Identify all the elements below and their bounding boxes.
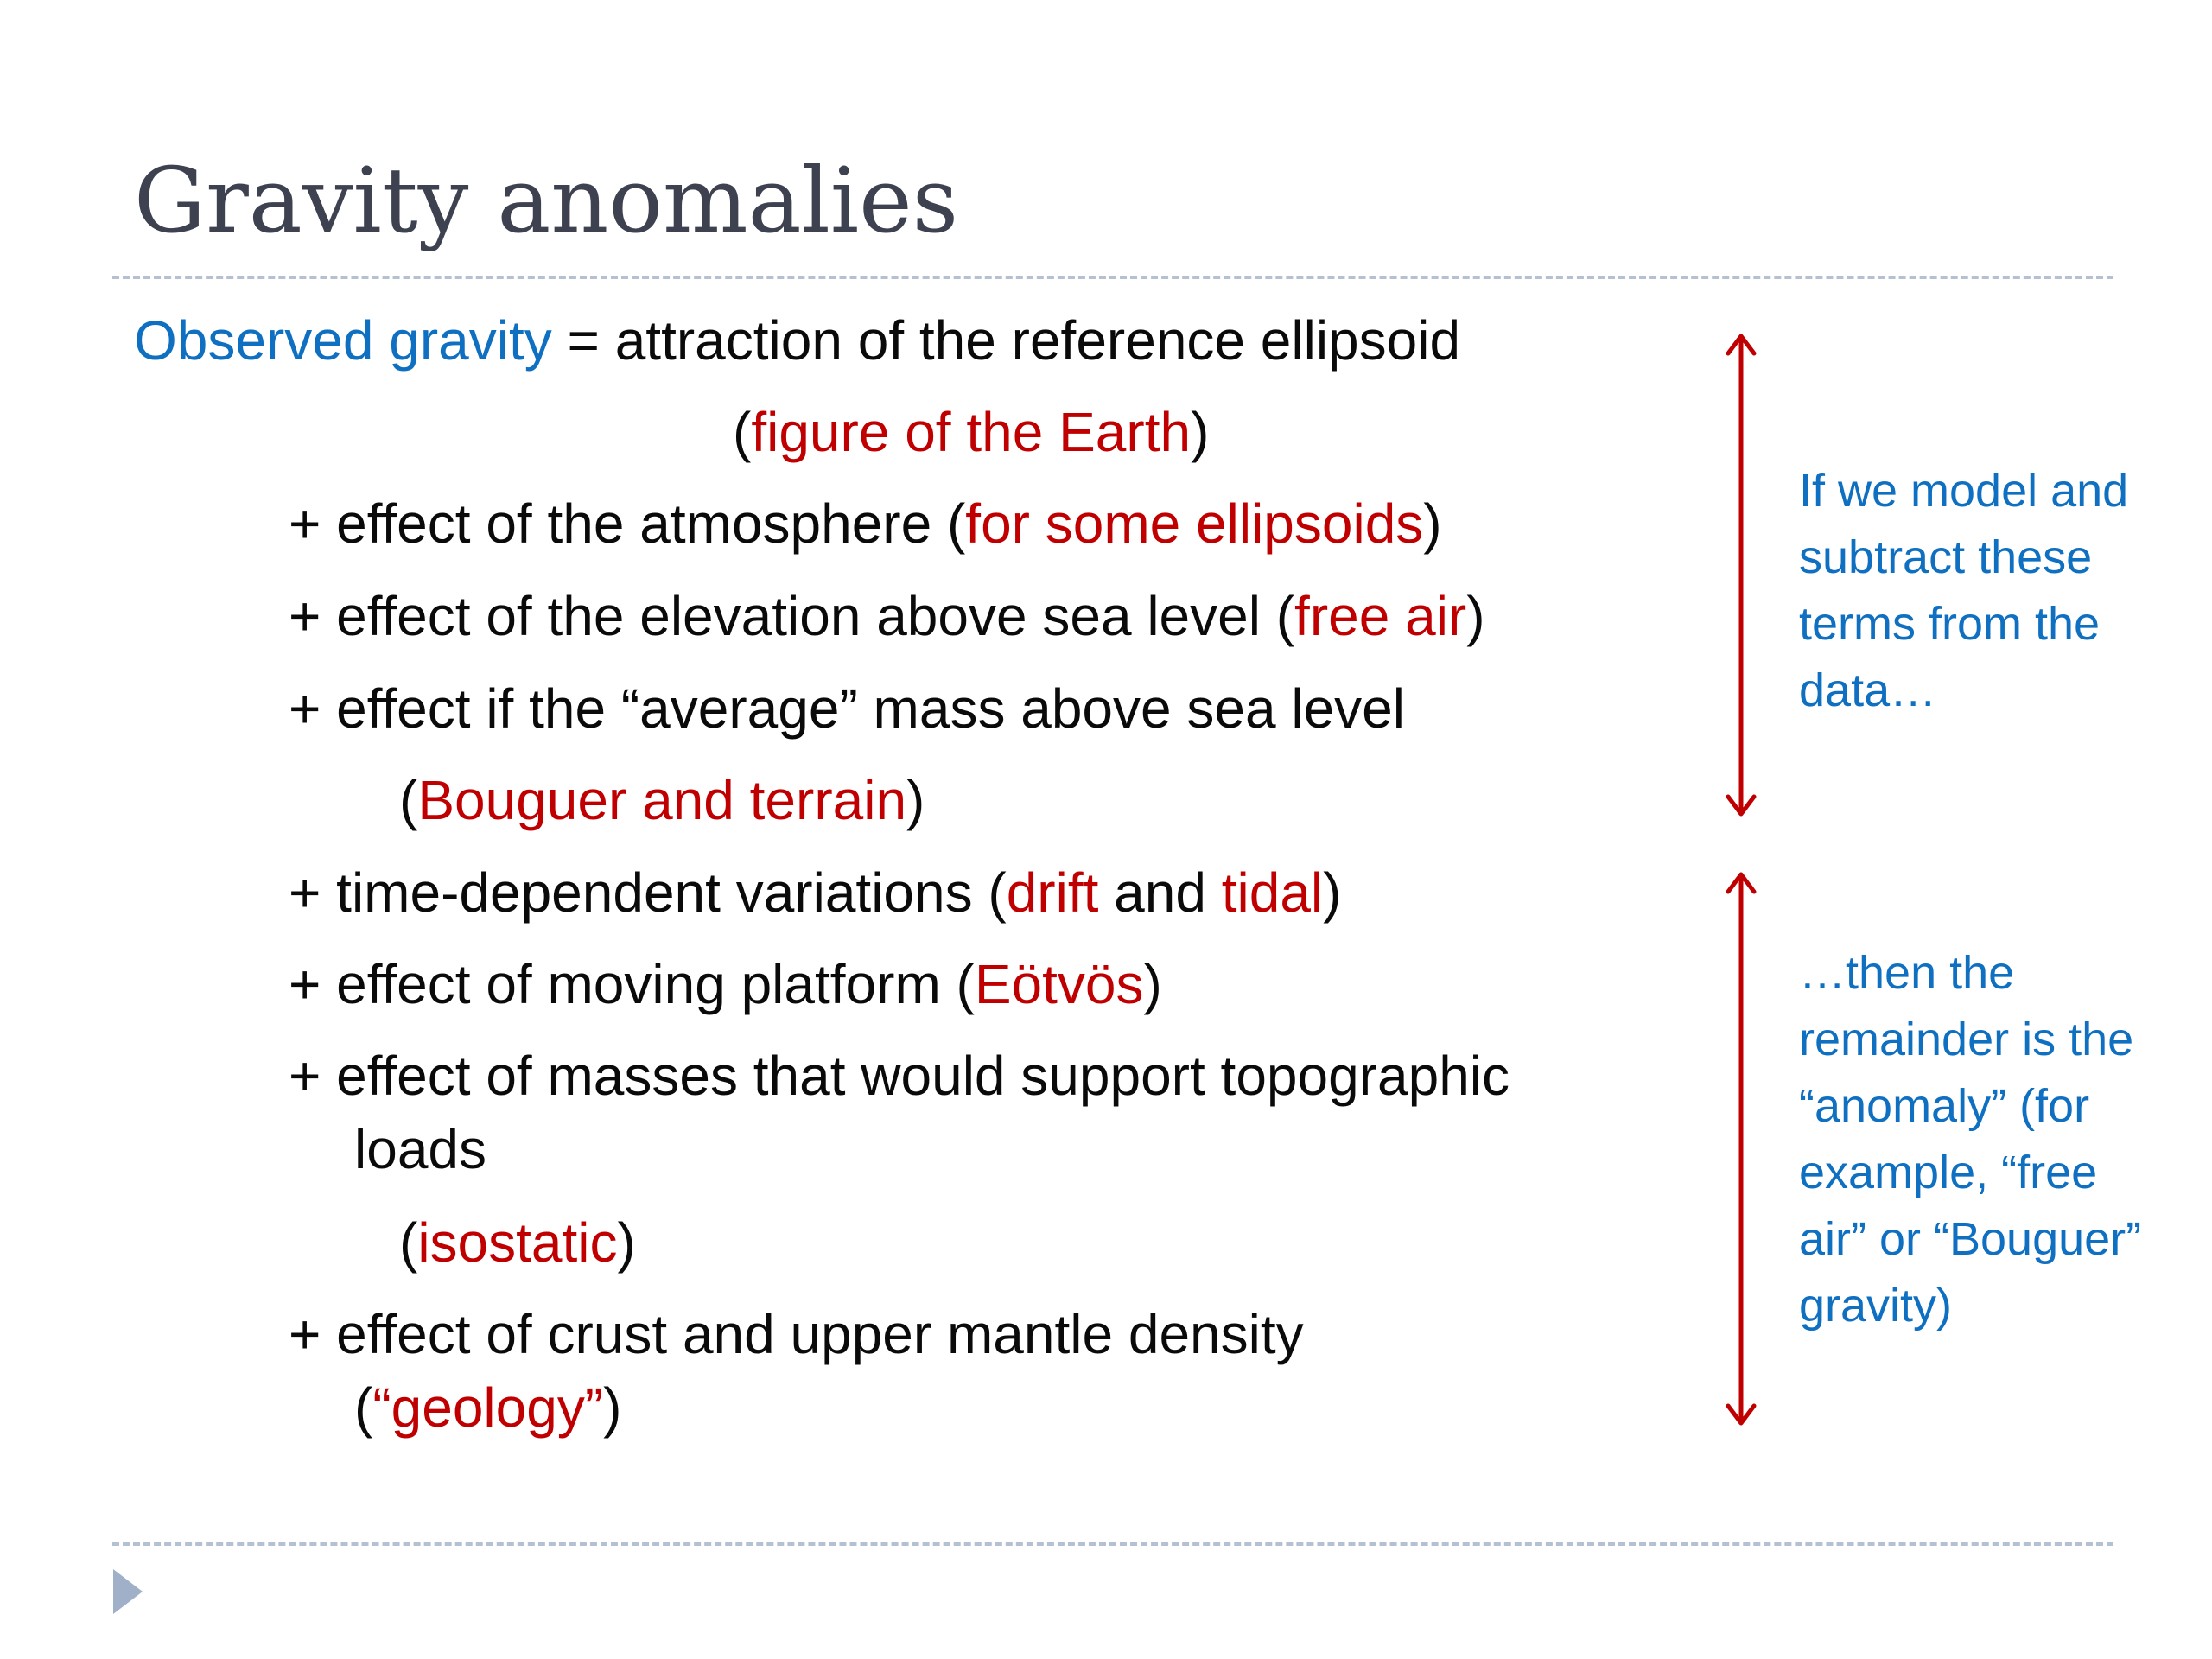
side-note-line: gravity) bbox=[1799, 1280, 1953, 1332]
paren-close: ) bbox=[1423, 493, 1442, 555]
paren-open: ( bbox=[733, 401, 752, 463]
play-triangle-icon bbox=[113, 1569, 143, 1614]
paren-close: ) bbox=[1466, 585, 1485, 647]
paren-close: ) bbox=[617, 1211, 636, 1274]
term-line-topographic-loads bbox=[289, 1043, 1510, 1109]
term-line-moving-platform bbox=[289, 951, 1162, 1018]
term-text: + effect of the atmosphere ( bbox=[289, 493, 966, 555]
paren-open: ( bbox=[399, 769, 418, 831]
side-note-line: “anomaly” (for bbox=[1799, 1080, 2090, 1132]
highlight-eotvos: Eötvös bbox=[974, 953, 1144, 1015]
paren-close: ) bbox=[906, 769, 925, 831]
term-line-time-dependent bbox=[289, 860, 1341, 926]
highlight-geology: “geology” bbox=[372, 1376, 604, 1439]
term-line-average-mass bbox=[289, 676, 1405, 742]
side-note-line: data… bbox=[1799, 664, 1937, 716]
top-divider bbox=[112, 276, 2113, 279]
side-note-line: remainder is the bbox=[1799, 1014, 2134, 1065]
side-note-line: terms from the bbox=[1799, 598, 2101, 650]
term-line-geology bbox=[354, 1375, 621, 1441]
paren-close: ) bbox=[603, 1376, 622, 1439]
double-headed-arrow-icon bbox=[1719, 869, 1763, 1428]
term-line-crust-mantle bbox=[289, 1301, 1304, 1368]
paren-close: ) bbox=[1323, 861, 1342, 924]
highlight-for-some-ellipsoids: for some ellipsoids bbox=[965, 493, 1424, 555]
paren-open: ( bbox=[354, 1376, 373, 1439]
term-line-figure-of-earth bbox=[733, 399, 1209, 466]
double-headed-arrow-icon bbox=[1719, 331, 1763, 819]
observed-gravity-label: Observed gravity bbox=[134, 309, 552, 372]
term-line-isostatic bbox=[399, 1210, 636, 1276]
side-note-line: If we model and bbox=[1799, 465, 2129, 517]
highlight-figure-of-earth: figure of the Earth bbox=[751, 401, 1192, 463]
term-line-elevation bbox=[289, 583, 1485, 650]
side-note-line: example, “free bbox=[1799, 1147, 2098, 1198]
side-note-remainder-anomaly bbox=[1799, 940, 2141, 1339]
term-text: + effect of crust and upper mantle density bbox=[289, 1303, 1304, 1365]
highlight-tidal: tidal bbox=[1221, 861, 1324, 924]
highlight-isostatic: isostatic bbox=[417, 1211, 618, 1274]
side-note-line: air” or “Bouguer” bbox=[1799, 1213, 2142, 1265]
highlight-free-air: free air bbox=[1294, 585, 1467, 647]
term-text: + effect if the “average” mass above sea level bbox=[289, 677, 1405, 740]
slide-title: Gravity anomalies bbox=[134, 148, 959, 253]
term-text: + effect of the elevation above sea level ( bbox=[289, 585, 1295, 647]
highlight-drift: drift bbox=[1006, 861, 1099, 924]
bottom-divider bbox=[112, 1542, 2113, 1546]
term-text: + effect of masses that would support topographic bbox=[289, 1045, 1510, 1107]
paren-close: ) bbox=[1191, 401, 1210, 463]
highlight-bouguer-and-terrain: Bouguer and terrain bbox=[417, 769, 907, 831]
side-note-model-subtract bbox=[1799, 458, 2128, 724]
equation-text: = attraction of the reference ellipsoid bbox=[551, 309, 1461, 372]
term-line-loads-continued bbox=[354, 1116, 486, 1183]
paren-close: ) bbox=[1143, 953, 1162, 1015]
equation-line-observed-gravity bbox=[134, 308, 1460, 374]
term-line-bouguer bbox=[399, 767, 925, 834]
side-note-line: subtract these bbox=[1799, 531, 2093, 583]
term-text: + time-dependent variations ( bbox=[289, 861, 1007, 924]
paren-open: ( bbox=[399, 1211, 418, 1274]
term-text-and: and bbox=[1098, 861, 1222, 924]
side-note-line: …then the bbox=[1799, 947, 2015, 999]
term-text: loads bbox=[354, 1118, 486, 1180]
term-line-atmosphere bbox=[289, 491, 1442, 557]
term-text: + effect of moving platform ( bbox=[289, 953, 975, 1015]
